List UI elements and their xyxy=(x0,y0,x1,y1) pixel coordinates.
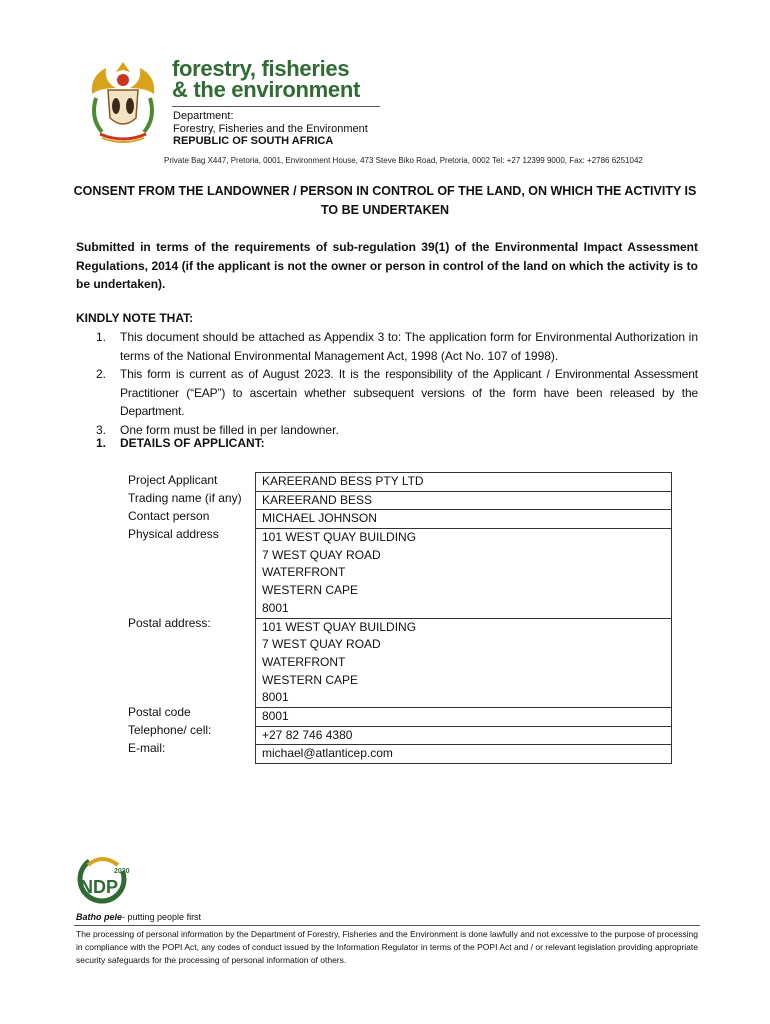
value-postal-code: 8001 xyxy=(262,708,289,723)
batho-pele-label: Batho pele xyxy=(76,912,123,922)
value-project-applicant: KAREERAND BESS PTY LTD xyxy=(262,474,424,488)
batho-pele-tagline: - putting people first xyxy=(122,912,202,922)
department-name: Forestry, Fisheries and the Environment xyxy=(173,122,368,135)
department-title xyxy=(172,58,360,100)
field-contact-person[interactable] xyxy=(256,510,671,529)
label-project-applicant: Project Applicant xyxy=(128,473,218,487)
value-physical-address-line: 7 WEST QUAY ROAD xyxy=(262,547,381,562)
section-number: 1. xyxy=(96,436,107,450)
notes-list xyxy=(76,328,698,439)
label-telephone: Telephone/ cell: xyxy=(128,723,212,737)
field-postal-address[interactable] xyxy=(256,619,671,708)
note-item xyxy=(76,328,698,365)
section-title: DETAILS OF APPLICANT: xyxy=(120,436,265,450)
value-physical-address-line: WESTERN CAPE xyxy=(262,583,359,598)
footer-divider xyxy=(74,925,700,926)
department-title-line1: forestry, fisheries xyxy=(172,56,350,81)
ndp-text: NDP xyxy=(80,877,119,897)
label-physical-address: Physical address xyxy=(128,527,219,541)
value-physical-address-line: 8001 xyxy=(262,600,289,615)
label-email: E-mail: xyxy=(128,741,166,755)
note-text: One form must be filled in per landowner. xyxy=(120,422,339,437)
field-trading-name[interactable] xyxy=(256,492,671,511)
ndp-year: 2030 xyxy=(114,868,130,875)
value-email: michael@atlanticep.com xyxy=(262,746,393,761)
field-telephone[interactable] xyxy=(256,727,671,746)
note-number: 3. xyxy=(96,422,107,437)
intro-paragraph: Submitted in terms of the requirements of sub-regulation 39(1) of the Environmental Impact Assessment Regulations, 2014 (if the applicant is not the owner or person in control of the land on which the activity is to be undertaken). xyxy=(76,240,698,291)
label-postal-address: Postal address: xyxy=(128,616,211,630)
value-physical-address-line: 101 WEST QUAY BUILDING xyxy=(262,530,417,545)
note-item xyxy=(76,365,698,421)
applicant-details-table xyxy=(255,472,672,764)
label-trading-name: Trading name (if any) xyxy=(128,491,242,505)
value-postal-address-line: 7 WEST QUAY ROAD xyxy=(262,637,381,652)
value-contact-person: MICHAEL JOHNSON xyxy=(262,511,377,526)
country-name: REPUBLIC OF SOUTH AFRICA xyxy=(173,135,334,147)
value-physical-address-line: WATERFRONT xyxy=(262,565,346,580)
field-physical-address[interactable] xyxy=(256,529,671,618)
contact-address: Private Bag X447, Pretoria, 0001, Environment House, 473 Steve Biko Road, Pretoria, 0002 Tel: +27 12399 9000, Fax: +2786 6251042 xyxy=(164,156,643,165)
notes-heading: KINDLY NOTE THAT: xyxy=(76,311,194,325)
department-label: Department: xyxy=(173,110,234,122)
field-project-applicant[interactable] xyxy=(256,473,671,492)
value-trading-name: KAREERAND BESS xyxy=(262,492,373,507)
field-email[interactable] xyxy=(256,745,671,763)
note-number: 2. xyxy=(96,367,107,381)
field-postal-code[interactable] xyxy=(256,708,671,727)
value-postal-address-line: 101 WEST QUAY BUILDING xyxy=(262,619,417,634)
department-title-line2: & the environment xyxy=(172,77,361,102)
coat-of-arms-logo xyxy=(86,58,160,146)
batho-pele-slogan xyxy=(76,912,201,922)
value-postal-address-line: WATERFRONT xyxy=(262,654,346,669)
value-postal-address-line: WESTERN CAPE xyxy=(262,672,359,687)
popi-disclaimer: The processing of personal information by the Department of Forestry, Fisheries and the Environment is done lawfully and not excessive to the purpose of processing in compliance with the POPI Act, any codes of conduct issued by the Information Regulator in terms of the POPI Act and / or relevant legislation providing appropriate security safeguards for the processing of personal information of others. xyxy=(76,929,698,965)
header-divider xyxy=(172,106,380,107)
note-number: 1. xyxy=(96,330,107,344)
value-postal-address-line: 8001 xyxy=(262,690,289,705)
label-contact-person: Contact person xyxy=(128,509,210,523)
section-heading xyxy=(96,436,265,450)
value-telephone: +27 82 746 4380 xyxy=(262,727,353,742)
note-text: This document should be attached as Appendix 3 to: The application form for Environmental Authorization in terms of the National Environmental Management Act, 1998 (Act No. 107 of 1998). xyxy=(120,330,698,363)
ndp-logo xyxy=(74,855,134,905)
label-postal-code: Postal code xyxy=(128,705,191,719)
note-text: This form is current as of August 2023. It is the responsibility of the Applicant / Environmental Assessment Practitioner (“EAP”) to ascertain whether subsequent versions of the form have been released by the Department. xyxy=(120,367,698,418)
department-details xyxy=(173,110,368,148)
document-title: CONSENT FROM THE LANDOWNER / PERSON IN CONTROL OF THE LAND, ON WHICH THE ACTIVITY IS TO BE UNDERTAKEN xyxy=(73,184,697,217)
